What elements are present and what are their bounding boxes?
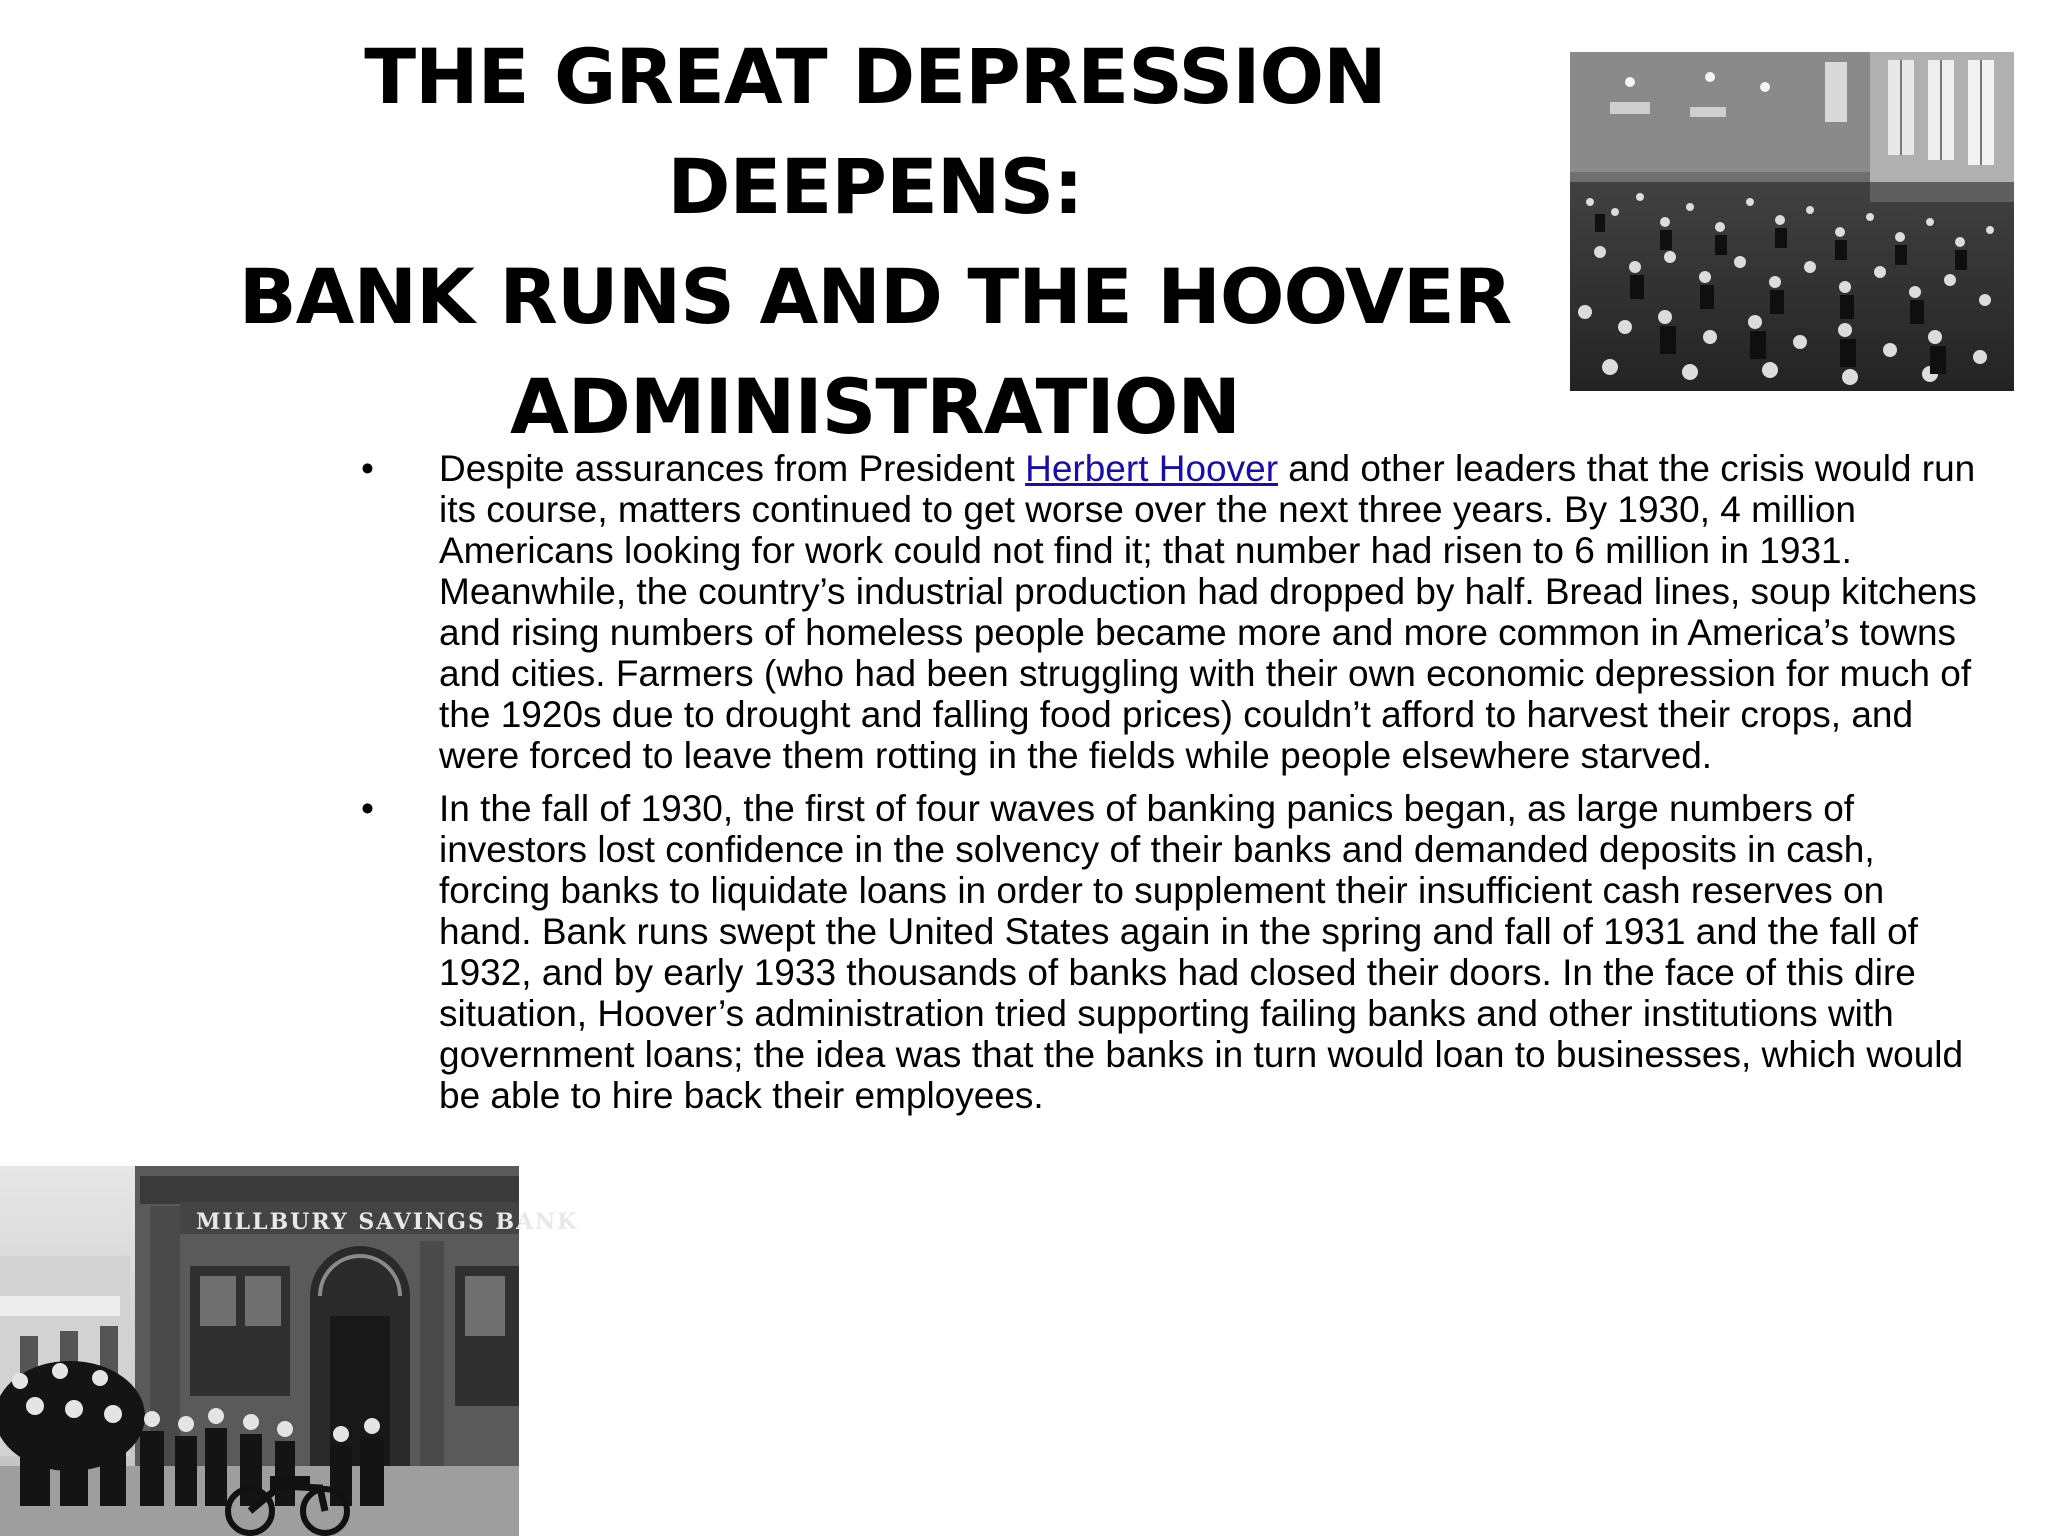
title-line-2: BANK RUNS AND THE HOOVER <box>238 252 1512 341</box>
paragraph-2: In the fall of 1930, the first of four waves of banking panics began, as large numbers of investors lost confidence in the solvency of their banks and demanded deposits in cash, forcing banks to liquidate loans in order to supplement their insufficient cash reserves on hand. Bank runs swept the United States again in the spring and fall of 1931 and the fall of 1932, and by early 1933 thousands of banks had closed their doors. In the face of this dire situation, Hoover’s administration tried supporting failing banks and other institutions with government loans; the idea was that the banks in turn would loan to businesses, which would be able to hire back their employees. <box>439 788 1964 1116</box>
title-line-1: THE GREAT DEPRESSION DEEPENS: <box>364 32 1386 231</box>
paragraph-1-rest: and other leaders that the crisis would run its course, matters continued to get worse over the next three years. By 1930, 4 million Americans looking for work could not find it; that number had risen to 6 million in 1931. Meanwhile, the country’s industrial production had dropped by half. Bread lines, soup kitchens and rising numbers of homeless people became more and more common in America’s towns and cities. Farmers (who had been struggling with their own economic depression for much of the 1920s due to drought and falling food prices) couldn’t afford to harvest their crops, and were forced to leave them rotting in the fields while people elsewhere starved. <box>439 448 1977 776</box>
bullet-item-1 <box>355 448 1980 776</box>
bullet-list <box>355 448 1980 1128</box>
bank-sign: MILLBURY SAVINGS BANK <box>196 1209 579 1235</box>
paragraph-1-lead: Despite assurances from President <box>439 448 1026 489</box>
slide-title <box>160 22 1590 462</box>
bullet-marker: • <box>361 448 374 489</box>
crowded-bank-hall-photo <box>1570 52 2014 391</box>
bullet-marker: • <box>361 788 374 829</box>
bullet-item-2 <box>355 788 1980 1116</box>
herbert-hoover-link[interactable]: Herbert Hoover <box>1025 448 1279 489</box>
title-line-3: ADMINISTRATION <box>509 362 1241 451</box>
bank-run-photo <box>0 1166 579 1536</box>
